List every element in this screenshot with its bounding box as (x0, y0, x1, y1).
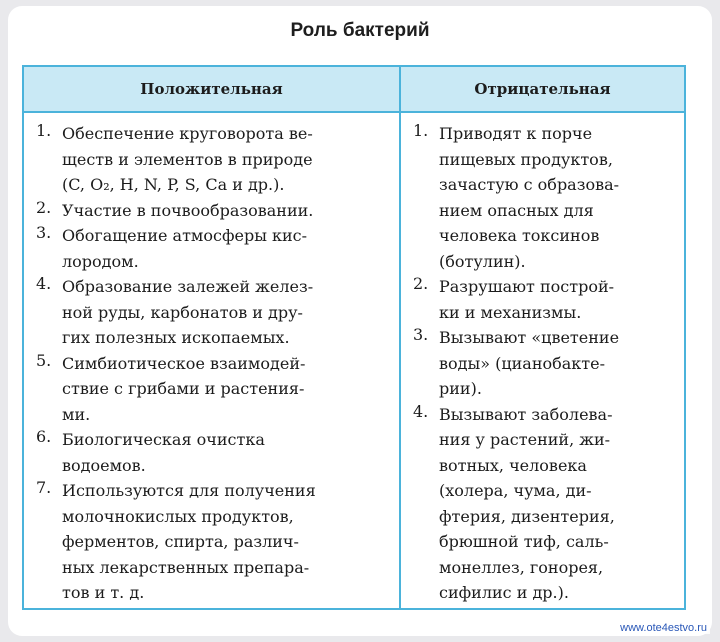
item-text-line: сифилис и др.). (439, 583, 569, 602)
item-text (439, 325, 675, 402)
item-text-line: монеллез, гонорея, (439, 557, 604, 577)
item-number: 1. (413, 121, 429, 140)
item-text-line: (холера, чума, ди- (439, 481, 592, 500)
item-text-line: человека токсинов (439, 226, 600, 245)
item-text (62, 274, 392, 351)
item-text (62, 198, 392, 224)
positive-column (36, 121, 392, 606)
item-text-line: Участие в почвообразовании. (62, 200, 314, 220)
header-positive: Положительная (140, 80, 283, 98)
item-text-line: Симбиотическое взаимодей- (62, 353, 306, 373)
item-text-line: водоемов. (62, 455, 146, 475)
list-item (413, 325, 675, 402)
item-text (62, 223, 392, 274)
negative-column (413, 121, 675, 606)
item-text-line: Биологическая очистка (62, 430, 265, 449)
column-divider (399, 67, 401, 608)
item-text-line: Вызывают «цветение (439, 328, 620, 347)
item-text (439, 121, 675, 274)
item-text-line: пищевых продуктов, (439, 149, 613, 169)
item-text-line: вотных, человека (439, 455, 587, 475)
header-negative: Отрицательная (474, 80, 611, 98)
item-text-line: Приводят к порче (439, 124, 593, 143)
list-item (413, 274, 675, 325)
item-text-line: ных лекарственных препара- (62, 557, 310, 577)
item-number: 7. (36, 478, 52, 497)
watermark: www.ote4estvo.ru (617, 622, 710, 634)
list-item (36, 427, 392, 478)
item-number: 3. (413, 325, 429, 344)
table-header (24, 67, 684, 113)
bacteria-role-table (22, 65, 686, 610)
item-text-line: ния у растений, жи- (439, 430, 611, 449)
item-text-line: молочнокислых продуктов, (62, 506, 294, 526)
item-text-line: ществ и элементов в природе (62, 149, 313, 169)
item-number: 1. (36, 121, 52, 140)
item-text-line: Образование залежей желез- (62, 277, 314, 296)
content-card (8, 6, 712, 636)
item-text-line: (ботулин). (439, 251, 526, 271)
list-item (36, 351, 392, 428)
page-title: Роль бактерий (290, 20, 430, 41)
item-text-line: ствие с грибами и растения- (62, 379, 305, 398)
item-number: 5. (36, 350, 52, 370)
item-text-line: ми. (62, 404, 91, 424)
list-item (36, 223, 392, 274)
item-number: 2. (413, 274, 429, 293)
list-item (36, 121, 392, 198)
item-number: 4. (36, 274, 52, 293)
item-number: 4. (413, 401, 429, 421)
item-text-line: нием опасных для (439, 200, 594, 220)
item-text (439, 274, 675, 325)
item-text-line: зачастую с образова- (439, 175, 620, 194)
item-text-line: лородом. (62, 251, 139, 271)
list-item (36, 274, 392, 351)
item-text-line: тов и т. д. (62, 583, 145, 602)
item-text-line: брюшной тиф, саль- (439, 532, 609, 551)
item-text-line: Вызывают заболева- (439, 404, 613, 424)
item-text (62, 121, 392, 198)
list-item (413, 121, 675, 274)
item-number: 2. (36, 197, 52, 217)
item-text-line: гих полезных ископаемых. (62, 328, 290, 347)
item-text-line: Разрушают построй- (439, 277, 615, 296)
item-text (62, 351, 392, 428)
item-text-line: рии). (439, 379, 482, 398)
item-text (62, 427, 392, 478)
item-text-line: Обогащение атмосферы кис- (62, 226, 308, 245)
item-text-line: Используются для получения (62, 481, 316, 500)
item-text-line: (C, O₂, H, N, P, S, Ca и др.). (62, 175, 285, 194)
list-item (36, 478, 392, 606)
item-text-line: ной руды, карбонатов и дру- (62, 302, 303, 322)
list-item (413, 402, 675, 606)
item-text-line: ки и механизмы. (439, 302, 582, 322)
item-number: 6. (36, 427, 52, 446)
item-text-line: ферментов, спирта, различ- (62, 532, 299, 551)
item-text-line: Обеспечение круговорота ве- (62, 124, 313, 143)
list-item (36, 198, 392, 224)
item-text-line: воды» (цианобакте- (439, 353, 606, 373)
item-text (62, 478, 392, 606)
item-number: 3. (36, 223, 52, 242)
item-text-line: фтерия, дизентерия, (439, 506, 615, 526)
item-text (439, 402, 675, 606)
